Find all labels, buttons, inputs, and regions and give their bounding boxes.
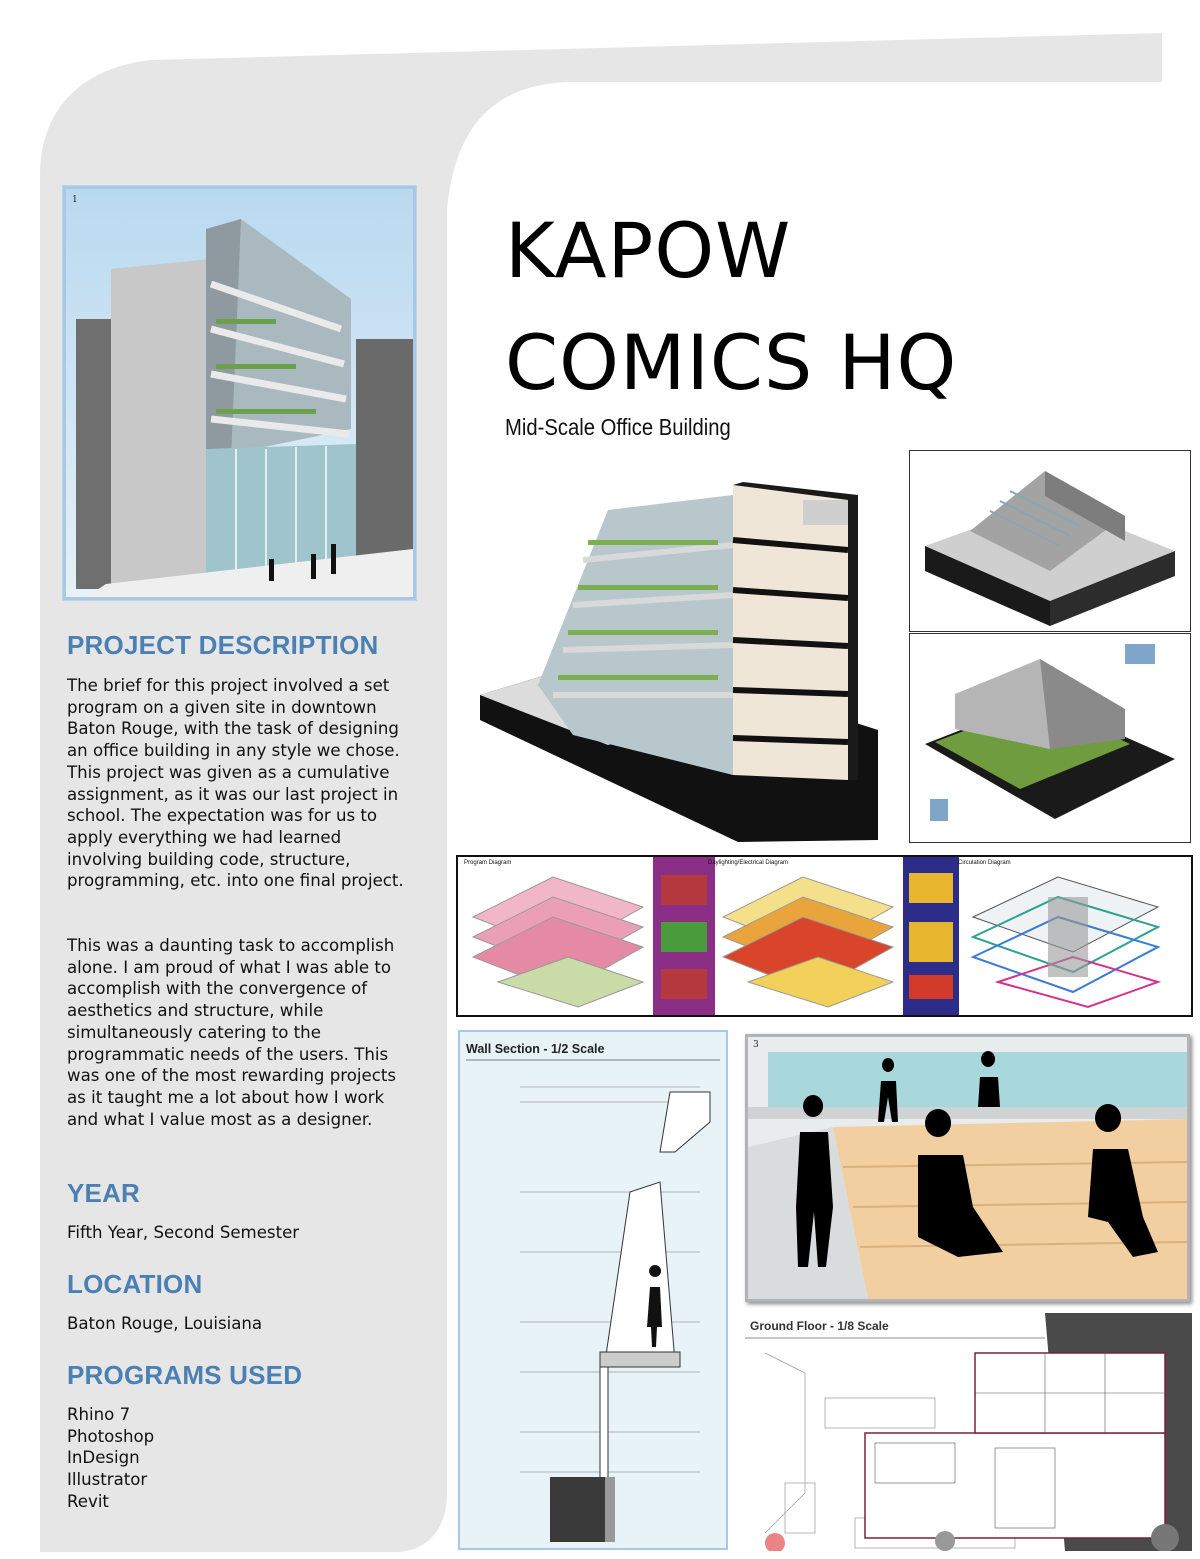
section-axonometric-image (478, 480, 898, 845)
project-description-paragraph-1: The brief for this project involved a set program on a given site in downtown Baton Rouge, with the task of designing an office building in any style we chose. This project was given as a cumulative assignment, as it was our last project in school. The expectation was for us to apply everything we had learned involving building code, structure, programming, etc. into one final project. (67, 676, 404, 891)
wall-section-drawing (458, 1030, 728, 1550)
program-diagram-label: Program Diagram (464, 860, 512, 866)
program-item: Rhino 7 (67, 1405, 131, 1424)
daylighting-diagram-label: Daylighting/Electrical Diagram (708, 860, 789, 866)
program-item: Illustrator (67, 1470, 148, 1490)
programs-heading: PROGRAMS USED (67, 1360, 303, 1390)
ground-floor-linework (745, 1313, 1192, 1551)
title-line-1: KAPOW (505, 206, 792, 295)
interior-render-image (745, 1034, 1190, 1302)
ground-floor-plan (745, 1313, 1192, 1551)
programs-list (67, 1404, 412, 1513)
diagram-strip-drawing (458, 857, 1191, 1015)
year-heading: YEAR (67, 1178, 141, 1208)
project-description-paragraph-2: This was a daunting task to accomplish alone. I am proud of what I was able to accomplish with the convergence of aesthetics and structure, while simultaneously catering to the programmatic needs of the users. This was one of the most rewarding projects as it taught me a lot about how I work and what I value most as a designer. (67, 936, 396, 1129)
project-description-heading: PROJECT DESCRIPTION (67, 630, 379, 660)
program-item: InDesign (67, 1448, 140, 1468)
exploded-axon-bottom-panel (909, 633, 1191, 843)
wall-section-linework (460, 1032, 726, 1548)
wall-section-title: Wall Section - 1/2 Scale (466, 1042, 605, 1056)
location-heading: LOCATION (67, 1269, 203, 1299)
program-item: Revit (67, 1491, 109, 1511)
page-title (505, 195, 957, 419)
circulation-diagram (973, 877, 1158, 1007)
exploded-axon-top-drawing (910, 451, 1190, 631)
location-value: Baton Rouge, Louisiana (67, 1314, 263, 1333)
year-value: Fifth Year, Second Semester (67, 1223, 300, 1242)
exterior-render-image (63, 186, 416, 600)
circulation-diagram-label: Circulation Diagram (958, 860, 1011, 866)
diagram-strip (456, 855, 1193, 1017)
exterior-render-drawing (66, 189, 413, 597)
daylighting-diagram (723, 877, 893, 1007)
image-number-label: 3 (753, 1040, 759, 1050)
interior-render-drawing (748, 1037, 1187, 1299)
ground-floor-title: Ground Floor - 1/8 Scale (750, 1319, 889, 1333)
page-subtitle: Mid-Scale Office Building (505, 414, 731, 440)
image-number-label: 1 (72, 195, 78, 205)
exploded-axon-top-panel (909, 450, 1191, 632)
title-line-2: COMICS HQ (505, 318, 958, 407)
program-item: Photoshop (67, 1426, 155, 1446)
exploded-axon-bottom-drawing (910, 634, 1190, 842)
program-diagram (473, 877, 643, 1007)
